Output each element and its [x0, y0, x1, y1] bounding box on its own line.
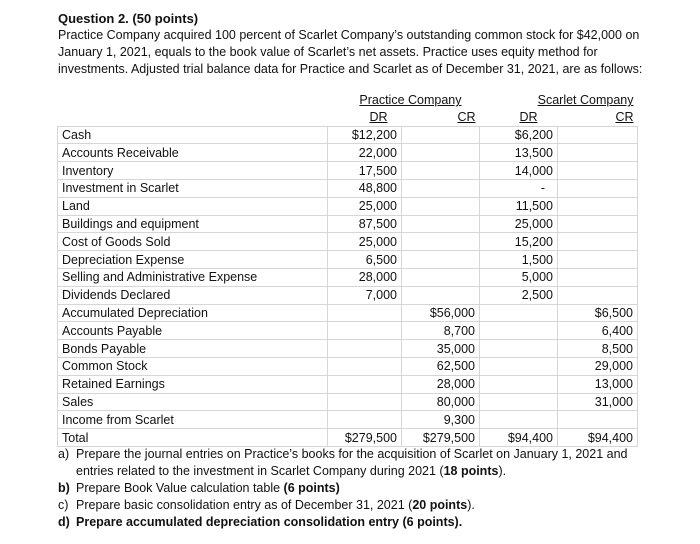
question-intro	[58, 27, 668, 78]
task-list	[58, 446, 658, 531]
table-row	[58, 144, 638, 162]
practice-dr-cell: 48,800	[328, 179, 402, 197]
scarlet-dr-cell: 25,000	[480, 215, 558, 233]
task-letter: a)	[58, 447, 70, 461]
scarlet-cr-header: CR	[615, 110, 634, 125]
table-row	[58, 251, 638, 269]
practice-cr-cell	[402, 215, 480, 233]
table-row	[58, 393, 638, 411]
practice-dr-cell: $12,200	[328, 126, 402, 144]
scarlet-dr-cell	[480, 411, 558, 429]
intro-line: January 1, 2021, equals to the book value of Scarlet’s net assets. Practice uses equity method for	[58, 45, 598, 59]
scarlet-dr-cell: 1,500	[480, 251, 558, 269]
scarlet-company-header: Scarlet Company	[537, 93, 634, 108]
practice-company-header: Practice Company	[359, 93, 462, 108]
task-a-line2-pre: entries related to the investment in Scarlet Company during 2021 (	[76, 464, 444, 478]
practice-dr-cell: 6,500	[328, 251, 402, 269]
scarlet-cr-cell	[558, 197, 638, 215]
table-row	[58, 126, 638, 144]
practice-dr-cell	[328, 357, 402, 375]
scarlet-dr-cell	[480, 340, 558, 358]
account-cell: Accumulated Depreciation	[58, 304, 328, 322]
account-cell: Depreciation Expense	[58, 251, 328, 269]
scarlet-dr-cell: 11,500	[480, 197, 558, 215]
practice-cr-cell	[402, 286, 480, 304]
practice-cr-cell: 80,000	[402, 393, 480, 411]
practice-cr-header: CR	[457, 110, 476, 125]
dr-cr-header-row	[58, 109, 638, 126]
trial-balance-table	[57, 92, 638, 447]
scarlet-dr-cell	[480, 304, 558, 322]
scarlet-cr-cell	[558, 251, 638, 269]
task-c-text: Prepare basic consolidation entry as of December 31, 2021 (	[76, 498, 413, 512]
account-cell: Sales	[58, 393, 328, 411]
scarlet-cr-cell	[558, 233, 638, 251]
practice-cr-cell: 9,300	[402, 411, 480, 429]
practice-dr-cell	[328, 375, 402, 393]
task-b	[58, 480, 658, 497]
practice-dr-cell: $279,500	[328, 429, 402, 447]
practice-dr-cell: 25,000	[328, 233, 402, 251]
account-cell: Buildings and equipment	[58, 215, 328, 233]
account-cell: Dividends Declared	[58, 286, 328, 304]
practice-cr-cell	[402, 197, 480, 215]
practice-cr-cell	[402, 162, 480, 180]
account-cell: Inventory	[58, 162, 328, 180]
scarlet-cr-cell: 13,000	[558, 375, 638, 393]
scarlet-dr-header: DR	[519, 110, 538, 125]
account-cell: Accounts Payable	[58, 322, 328, 340]
intro-line: Practice Company acquired 100 percent of Scarlet Company’s outstanding common stock for $42,000 on	[58, 28, 640, 42]
table-row	[58, 197, 638, 215]
account-cell: Common Stock	[58, 357, 328, 375]
practice-cr-cell	[402, 144, 480, 162]
task-letter: c)	[58, 498, 69, 512]
practice-cr-cell	[402, 233, 480, 251]
scarlet-dr-cell: 15,200	[480, 233, 558, 251]
account-cell: Accounts Receivable	[58, 144, 328, 162]
practice-cr-cell: 28,000	[402, 375, 480, 393]
table-row	[58, 357, 638, 375]
account-cell: Retained Earnings	[58, 375, 328, 393]
task-a-points: 18 points	[443, 464, 499, 478]
scarlet-cr-cell	[558, 268, 638, 286]
company-header-row	[58, 92, 638, 109]
scarlet-dr-cell: 14,000	[480, 162, 558, 180]
practice-dr-cell: 17,500	[328, 162, 402, 180]
table-row	[58, 215, 638, 233]
scarlet-dr-cell: $94,400	[480, 429, 558, 447]
table-row	[58, 233, 638, 251]
practice-dr-cell	[328, 340, 402, 358]
scarlet-dr-cell: 2,500	[480, 286, 558, 304]
table-row	[58, 340, 638, 358]
scarlet-cr-cell: 31,000	[558, 393, 638, 411]
practice-cr-cell: 62,500	[402, 357, 480, 375]
account-cell: Income from Scarlet	[58, 411, 328, 429]
task-letter: d)	[58, 515, 70, 529]
table-row	[58, 322, 638, 340]
account-cell: Total	[58, 429, 328, 447]
account-cell: Investment in Scarlet	[58, 179, 328, 197]
practice-cr-cell: 8,700	[402, 322, 480, 340]
account-cell: Bonds Payable	[58, 340, 328, 358]
practice-dr-header: DR	[369, 110, 388, 125]
scarlet-dr-cell	[480, 357, 558, 375]
scarlet-dr-cell	[480, 393, 558, 411]
task-c-text-post: ).	[467, 498, 475, 512]
task-a	[58, 446, 658, 480]
scarlet-cr-cell	[558, 162, 638, 180]
table-row	[58, 304, 638, 322]
practice-cr-cell: 35,000	[402, 340, 480, 358]
table-row	[58, 375, 638, 393]
scarlet-dr-cell	[480, 375, 558, 393]
scarlet-cr-cell	[558, 215, 638, 233]
practice-dr-cell: 28,000	[328, 268, 402, 286]
practice-dr-cell	[328, 322, 402, 340]
task-c	[58, 497, 658, 514]
scarlet-cr-cell: 8,500	[558, 340, 638, 358]
table-row	[58, 162, 638, 180]
scarlet-cr-cell	[558, 144, 638, 162]
task-a-line1: Prepare the journal entries on Practice’s books for the acquisition of Scarlet on January 1, 2021 and	[76, 447, 628, 461]
question-title: Question 2. (50 points)	[58, 11, 199, 26]
task-b-text: Prepare Book Value calculation table	[76, 481, 284, 495]
practice-dr-cell: 87,500	[328, 215, 402, 233]
table-row	[58, 429, 638, 447]
scarlet-cr-cell	[558, 126, 638, 144]
table-row	[58, 179, 638, 197]
practice-cr-cell	[402, 126, 480, 144]
practice-dr-cell	[328, 393, 402, 411]
task-d-text: Prepare accumulated depreciation consolidation entry (6 points).	[76, 515, 463, 529]
practice-cr-cell	[402, 251, 480, 269]
scarlet-cr-cell	[558, 179, 638, 197]
scarlet-cr-cell: $94,400	[558, 429, 638, 447]
practice-dr-cell: 22,000	[328, 144, 402, 162]
scarlet-dr-cell	[480, 322, 558, 340]
task-a-line2-post: ).	[498, 464, 507, 478]
scarlet-dr-cell: 13,500	[480, 144, 558, 162]
scarlet-dr-cell: $6,200	[480, 126, 558, 144]
task-d	[58, 514, 658, 531]
practice-cr-cell	[402, 268, 480, 286]
practice-cr-cell	[402, 179, 480, 197]
scarlet-dr-cell: 5,000	[480, 268, 558, 286]
practice-dr-cell: 7,000	[328, 286, 402, 304]
task-c-points: 20 points	[412, 498, 468, 512]
account-cell: Cost of Goods Sold	[58, 233, 328, 251]
table-row	[58, 411, 638, 429]
task-b-points: (6 points)	[283, 481, 340, 495]
practice-dr-cell	[328, 304, 402, 322]
scarlet-cr-cell	[558, 286, 638, 304]
table-row	[58, 286, 638, 304]
practice-cr-cell: $279,500	[402, 429, 480, 447]
scarlet-cr-cell: 6,400	[558, 322, 638, 340]
scarlet-cr-cell: 29,000	[558, 357, 638, 375]
scarlet-cr-cell: $6,500	[558, 304, 638, 322]
practice-dr-cell: 25,000	[328, 197, 402, 215]
scarlet-cr-cell	[558, 411, 638, 429]
account-cell: Cash	[58, 126, 328, 144]
table-row	[58, 268, 638, 286]
practice-cr-cell: $56,000	[402, 304, 480, 322]
task-letter: b)	[58, 481, 70, 495]
intro-line: investments. Adjusted trial balance data for Practice and Scarlet as of December 31, 2021, are as follows:	[58, 62, 643, 76]
account-cell: Selling and Administrative Expense	[58, 268, 328, 286]
practice-dr-cell	[328, 411, 402, 429]
account-cell: Land	[58, 197, 328, 215]
scarlet-dr-cell: -	[480, 179, 558, 197]
